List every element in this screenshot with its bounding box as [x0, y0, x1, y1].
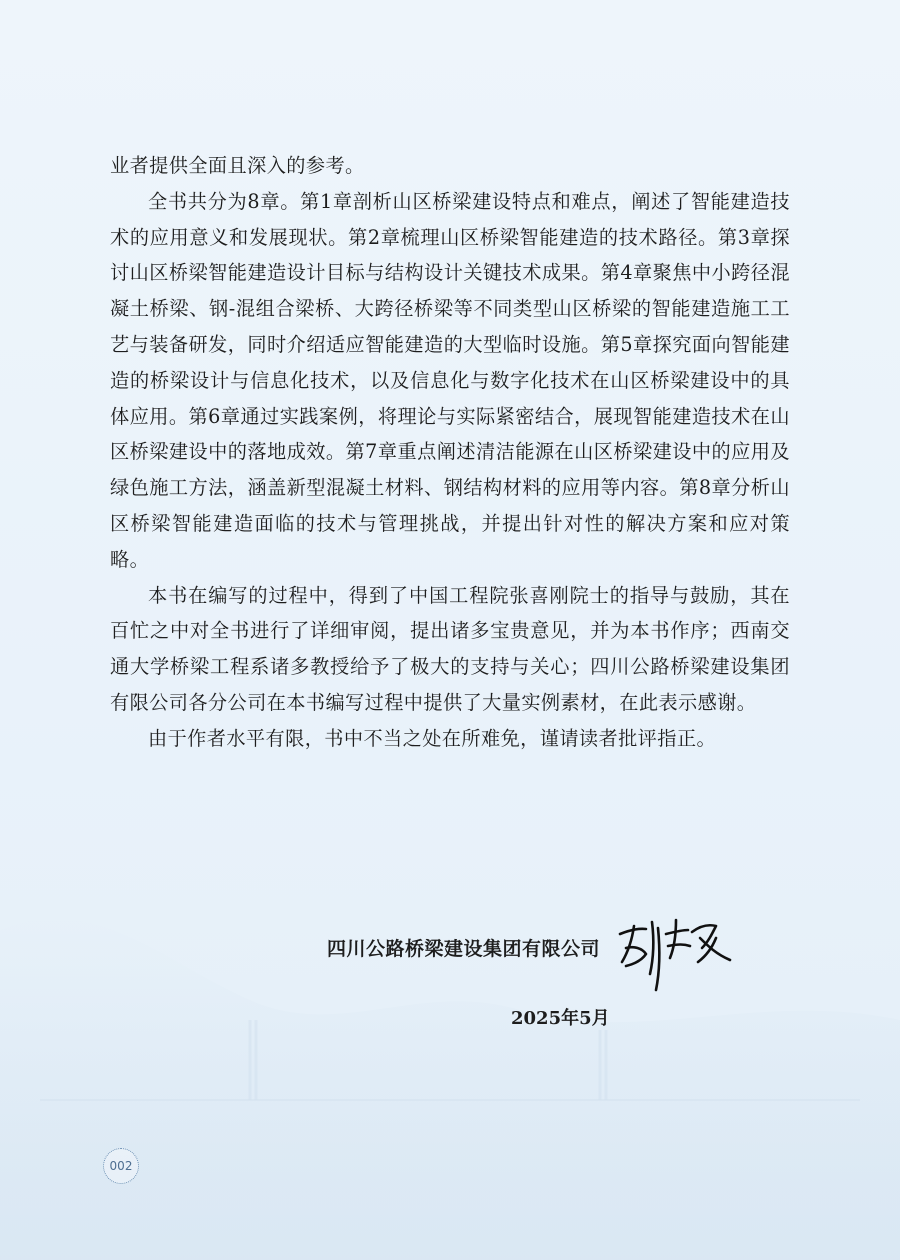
signature-date: 2025年5月 — [511, 1008, 610, 1029]
signature-organization: 四川公路桥梁建设集团有限公司 — [327, 938, 601, 960]
paragraph-3: 本书在编写的过程中，得到了中国工程院张喜刚院士的指导与鼓励，其在百忙之中对全书进行了详细审阅，提出诸多宝贵意见，并为本书作序；西南交通大学桥梁工程系诸多教授给予了极大的支持与关心；四川公路桥梁建设集团有限公司各分公司在本书编写过程中提供了大量实例素材，在此表示感谢。 — [110, 583, 790, 714]
page-number: 002 — [103, 1148, 139, 1184]
paragraph-2: 全书共分为8章。第1章剖析山区桥梁建设特点和难点，阐述了智能建造技术的应用意义和发展现状。第2章梳理山区桥梁智能建造的技术路径。第3章探讨山区桥梁智能建造设计目标与结构设计关键技术成果。第4章聚焦中小跨径混凝土桥梁、钢-混组合梁桥、大跨径桥梁等不同类型山区桥梁的智能建造施工工艺与装备研发，同时介绍适应智能建造的大型临时设施。第5章探究面向智能建造的桥梁设计与信息化技术，以及信息化与数字化技术在山区桥梁建设中的具体应用。第6章通过实践案例，将理论与实际紧密结合，展现智能建造技术在山区桥梁建设中的落地成效。第7章重点阐述清洁能源在山区桥梁建设中的应用及绿色施工方法，涵盖新型混凝土材料、钢结构材料的应用等内容。第8章分析山区桥梁智能建造面临的技术与管理挑战，并提出针对性的解决方案和应对策略。 — [110, 189, 790, 571]
signature-block — [0, 900, 900, 1040]
paragraph-1: 业者提供全面且深入的参考。 — [110, 154, 365, 177]
paragraph-4: 由于作者水平有限，书中不当之处在所难免，谨请读者批评指正。 — [148, 726, 717, 750]
handwritten-signature — [612, 908, 737, 993]
body-text — [110, 148, 790, 757]
